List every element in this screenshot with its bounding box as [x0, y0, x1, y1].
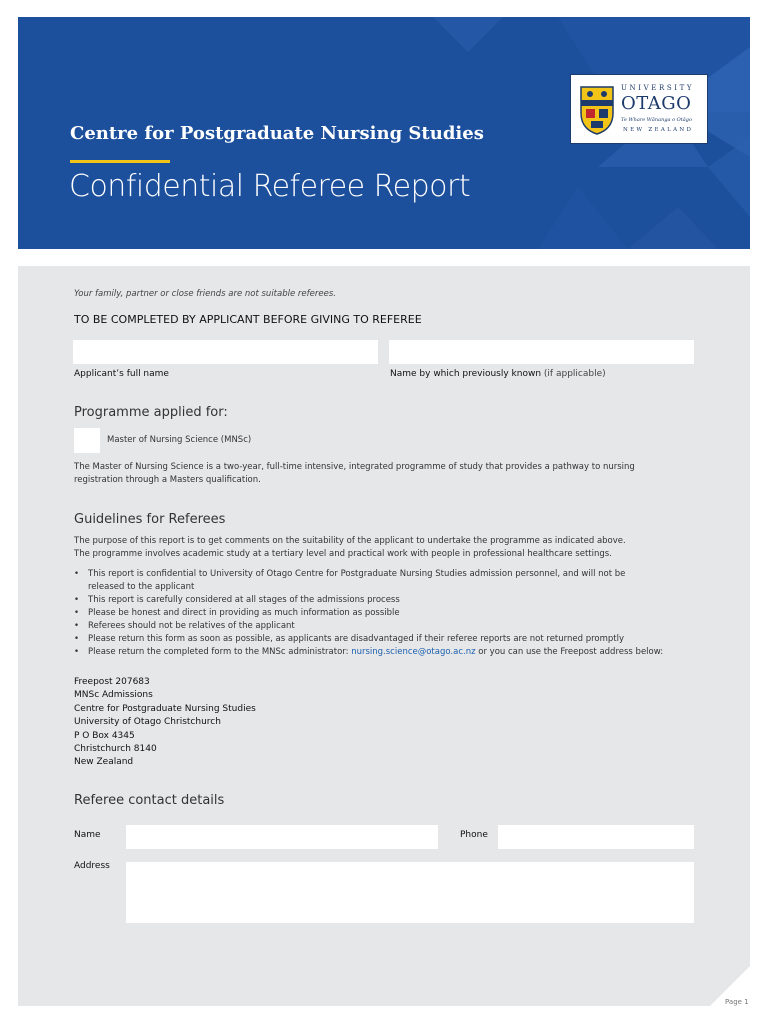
- guidelines-list: [74, 568, 714, 659]
- previous-name-label: Name by which previously known (if applicable): [390, 369, 606, 379]
- referee-name-input[interactable]: [126, 825, 438, 849]
- mnsc-checkbox[interactable]: [74, 428, 100, 453]
- referee-phone-input[interactable]: [498, 825, 694, 849]
- applicant-heading: TO BE COMPLETED BY APPLICANT BEFORE GIVING TO REFEREE: [74, 313, 422, 326]
- list-item: • This report is carefully considered at all stages of the admissions process: [74, 595, 400, 605]
- logo-maori: Te Whare Wānanga o Otāgo: [621, 117, 692, 123]
- guidelines-intro-1: The purpose of this report is to get comments on the suitability of the applicant to undertake the programme as indicated above.: [74, 536, 626, 546]
- referee-heading: Referee contact details: [74, 793, 225, 808]
- centre-name: Centre for Postgraduate Nursing Studies: [70, 123, 484, 144]
- address-line: Freepost 207683: [74, 677, 150, 687]
- university-logo: [570, 74, 708, 144]
- list-item: • Referees should not be relatives of the applicant: [74, 621, 295, 631]
- page-title: Confidential Referee Report: [69, 169, 471, 204]
- applicant-full-name-label: Applicant’s full name: [74, 369, 169, 379]
- referee-phone-label: Phone: [460, 830, 488, 840]
- list-item: • Please return this form as soon as possible, as applicants are disadvantaged if their referee reports are not returned promptly: [74, 634, 625, 644]
- previous-name-input[interactable]: [389, 340, 694, 364]
- address-line: University of Otago Christchurch: [74, 717, 221, 728]
- header-banner: [18, 17, 750, 249]
- address-line: P O Box 4345: [74, 730, 135, 741]
- referee-name-label: Name: [74, 830, 101, 840]
- freepost-address: [74, 676, 256, 770]
- programme-heading: Programme applied for:: [74, 405, 228, 420]
- list-item: • Please be honest and direct in providing as much information as possible: [74, 608, 400, 618]
- address-line: Christchurch 8140: [74, 744, 157, 755]
- address-line: Centre for Postgraduate Nursing Studies: [74, 703, 256, 714]
- accent-bar: [70, 160, 170, 163]
- list-item: • This report is confidential to University of Otago Centre for Postgraduate Nursing Studies admission personnel, and will not be: [74, 569, 626, 579]
- programme-description-1: The Master of Nursing Science is a two-year, full-time intensive, integrated programme of study that provides a pathway to nursing: [74, 462, 635, 472]
- guidelines-intro-2: The programme involves academic study at a tertiary level and practical work with people in professional healthcare settings.: [74, 549, 612, 559]
- referee-address-input[interactable]: [126, 862, 694, 923]
- programme-description-2: registration through a Masters qualification.: [74, 475, 261, 485]
- list-item: • Please return the completed form to the MNSc administrator: nursing.science@otago.ac.nz or you can use the Freepost address below:: [74, 647, 664, 657]
- address-line: MNSc Admissions: [74, 690, 153, 701]
- referee-note: Your family, partner or close friends are not suitable referees.: [74, 289, 336, 299]
- referee-address-label: Address: [74, 861, 110, 871]
- page-number: Page 1: [725, 998, 749, 1006]
- guidelines-heading: Guidelines for Referees: [74, 512, 226, 527]
- logo-university: UNIVERSITY: [621, 84, 695, 92]
- address-line: New Zealand: [74, 757, 134, 768]
- logo-otago: OTAGO: [621, 93, 692, 114]
- email-link[interactable]: nursing.science@otago.ac.nz: [351, 647, 476, 657]
- list-item: released to the applicant: [88, 582, 195, 592]
- crest-icon: [579, 85, 615, 135]
- mnsc-option-label: Master of Nursing Science (MNSc): [107, 435, 252, 445]
- applicant-full-name-input[interactable]: [73, 340, 378, 364]
- logo-country: NEW ZEALAND: [623, 127, 694, 133]
